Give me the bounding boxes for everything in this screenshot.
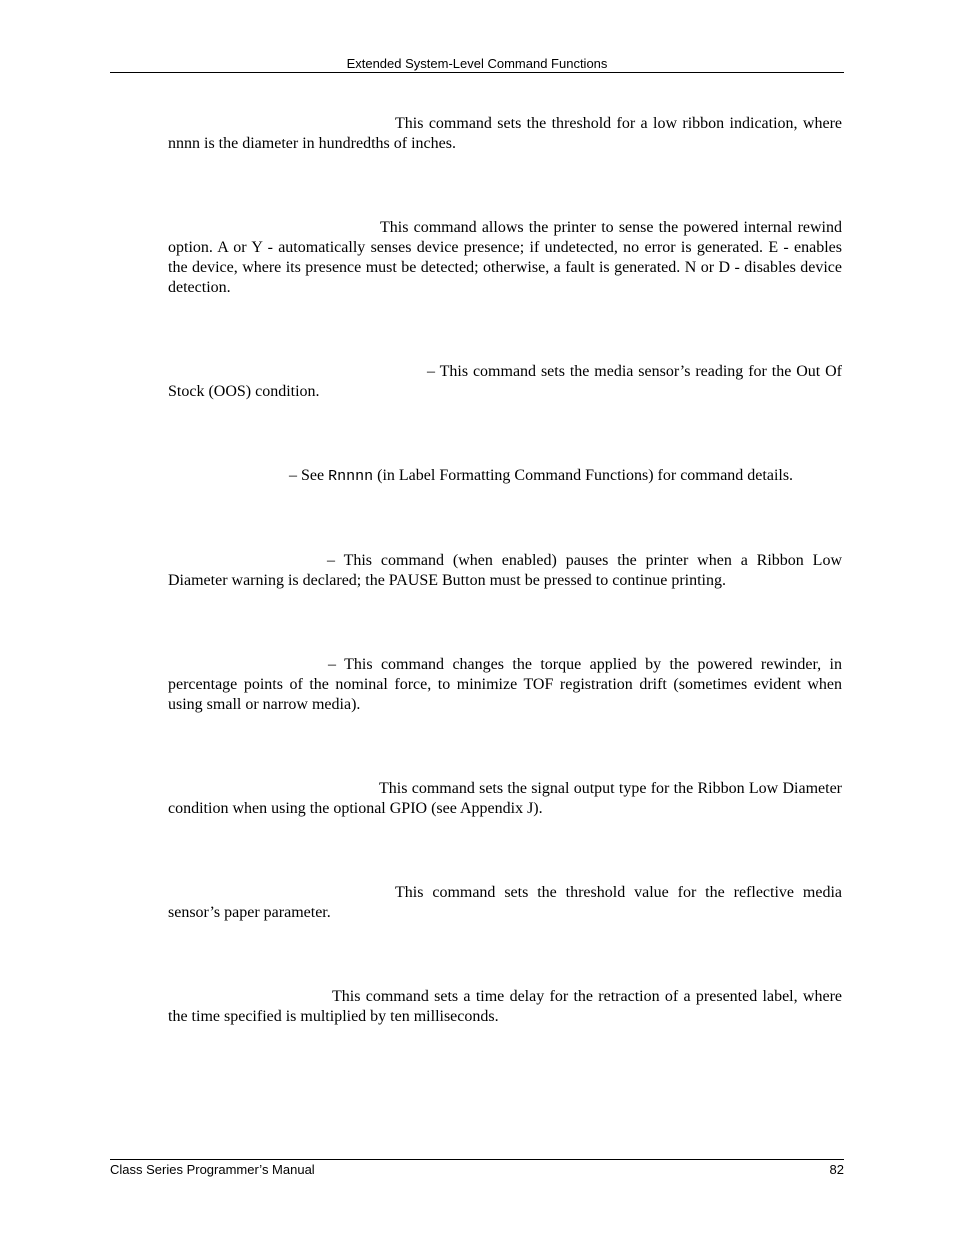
paragraph-powered-rewind (168, 218, 842, 298)
paragraph-text-prefix: – See (289, 467, 329, 484)
paragraph-text: This command allows the printer to sense the powered internal rewind option. A or Y - automatically senses device presence; if undetected, no error is generated. E - enables the device, where its presence must be detected; otherwise, a fault is generated. N or D - disables device detection. (168, 219, 842, 296)
footer-manual-title: Class Series Programmer’s Manual (110, 1162, 315, 1177)
paragraph-rewinder-torque (168, 655, 842, 715)
paragraph-text: – This command sets the media sensor’s reading for the Out Of Stock (OOS) condition. (168, 363, 842, 400)
paragraph-text-suffix: (in Label Formatting Command Functions) for command details. (373, 467, 794, 484)
page-header-title: Extended System-Level Command Functions (346, 56, 608, 71)
paragraph-text: – This command (when enabled) pauses the printer when a Ribbon Low Diameter warning is declared; the PAUSE Button must be pressed to continue printing. (168, 552, 842, 589)
paragraph-ribbon-low-signal (168, 779, 842, 819)
paragraph-text: This command sets a time delay for the retraction of a presented label, where the time specified is multiplied by ten milliseconds. (168, 988, 842, 1025)
paragraph-reflective-paper-threshold (168, 883, 842, 923)
paragraph-text: – This command changes the torque applied by the powered rewinder, in percentage points of the nominal force, to minimize TOF registration drift (sometimes evident when using small or narrow media). (168, 656, 842, 713)
paragraph-ribbon-low-pause (168, 551, 842, 591)
footer-divider (110, 1159, 844, 1160)
paragraph-text: This command sets the threshold for a low ribbon indication, where nnnn is the diameter in hundredths of inches. (168, 115, 842, 152)
footer-page-number: 82 (829, 1162, 844, 1177)
header-divider (110, 72, 844, 73)
paragraph-oos-reading (168, 362, 842, 402)
paragraph-low-ribbon-threshold (168, 114, 842, 154)
paragraph-text: This command sets the threshold value for the reflective media sensor’s paper parameter. (168, 884, 842, 921)
paragraph-text: This command sets the signal output type for the Ribbon Low Diameter condition when using the optional GPIO (see Appendix J). (168, 780, 842, 817)
paragraph-retract-delay (168, 987, 842, 1027)
paragraph-see-rnnnn (168, 466, 842, 487)
command-code-rnnnn: Rnnnn (328, 468, 374, 485)
